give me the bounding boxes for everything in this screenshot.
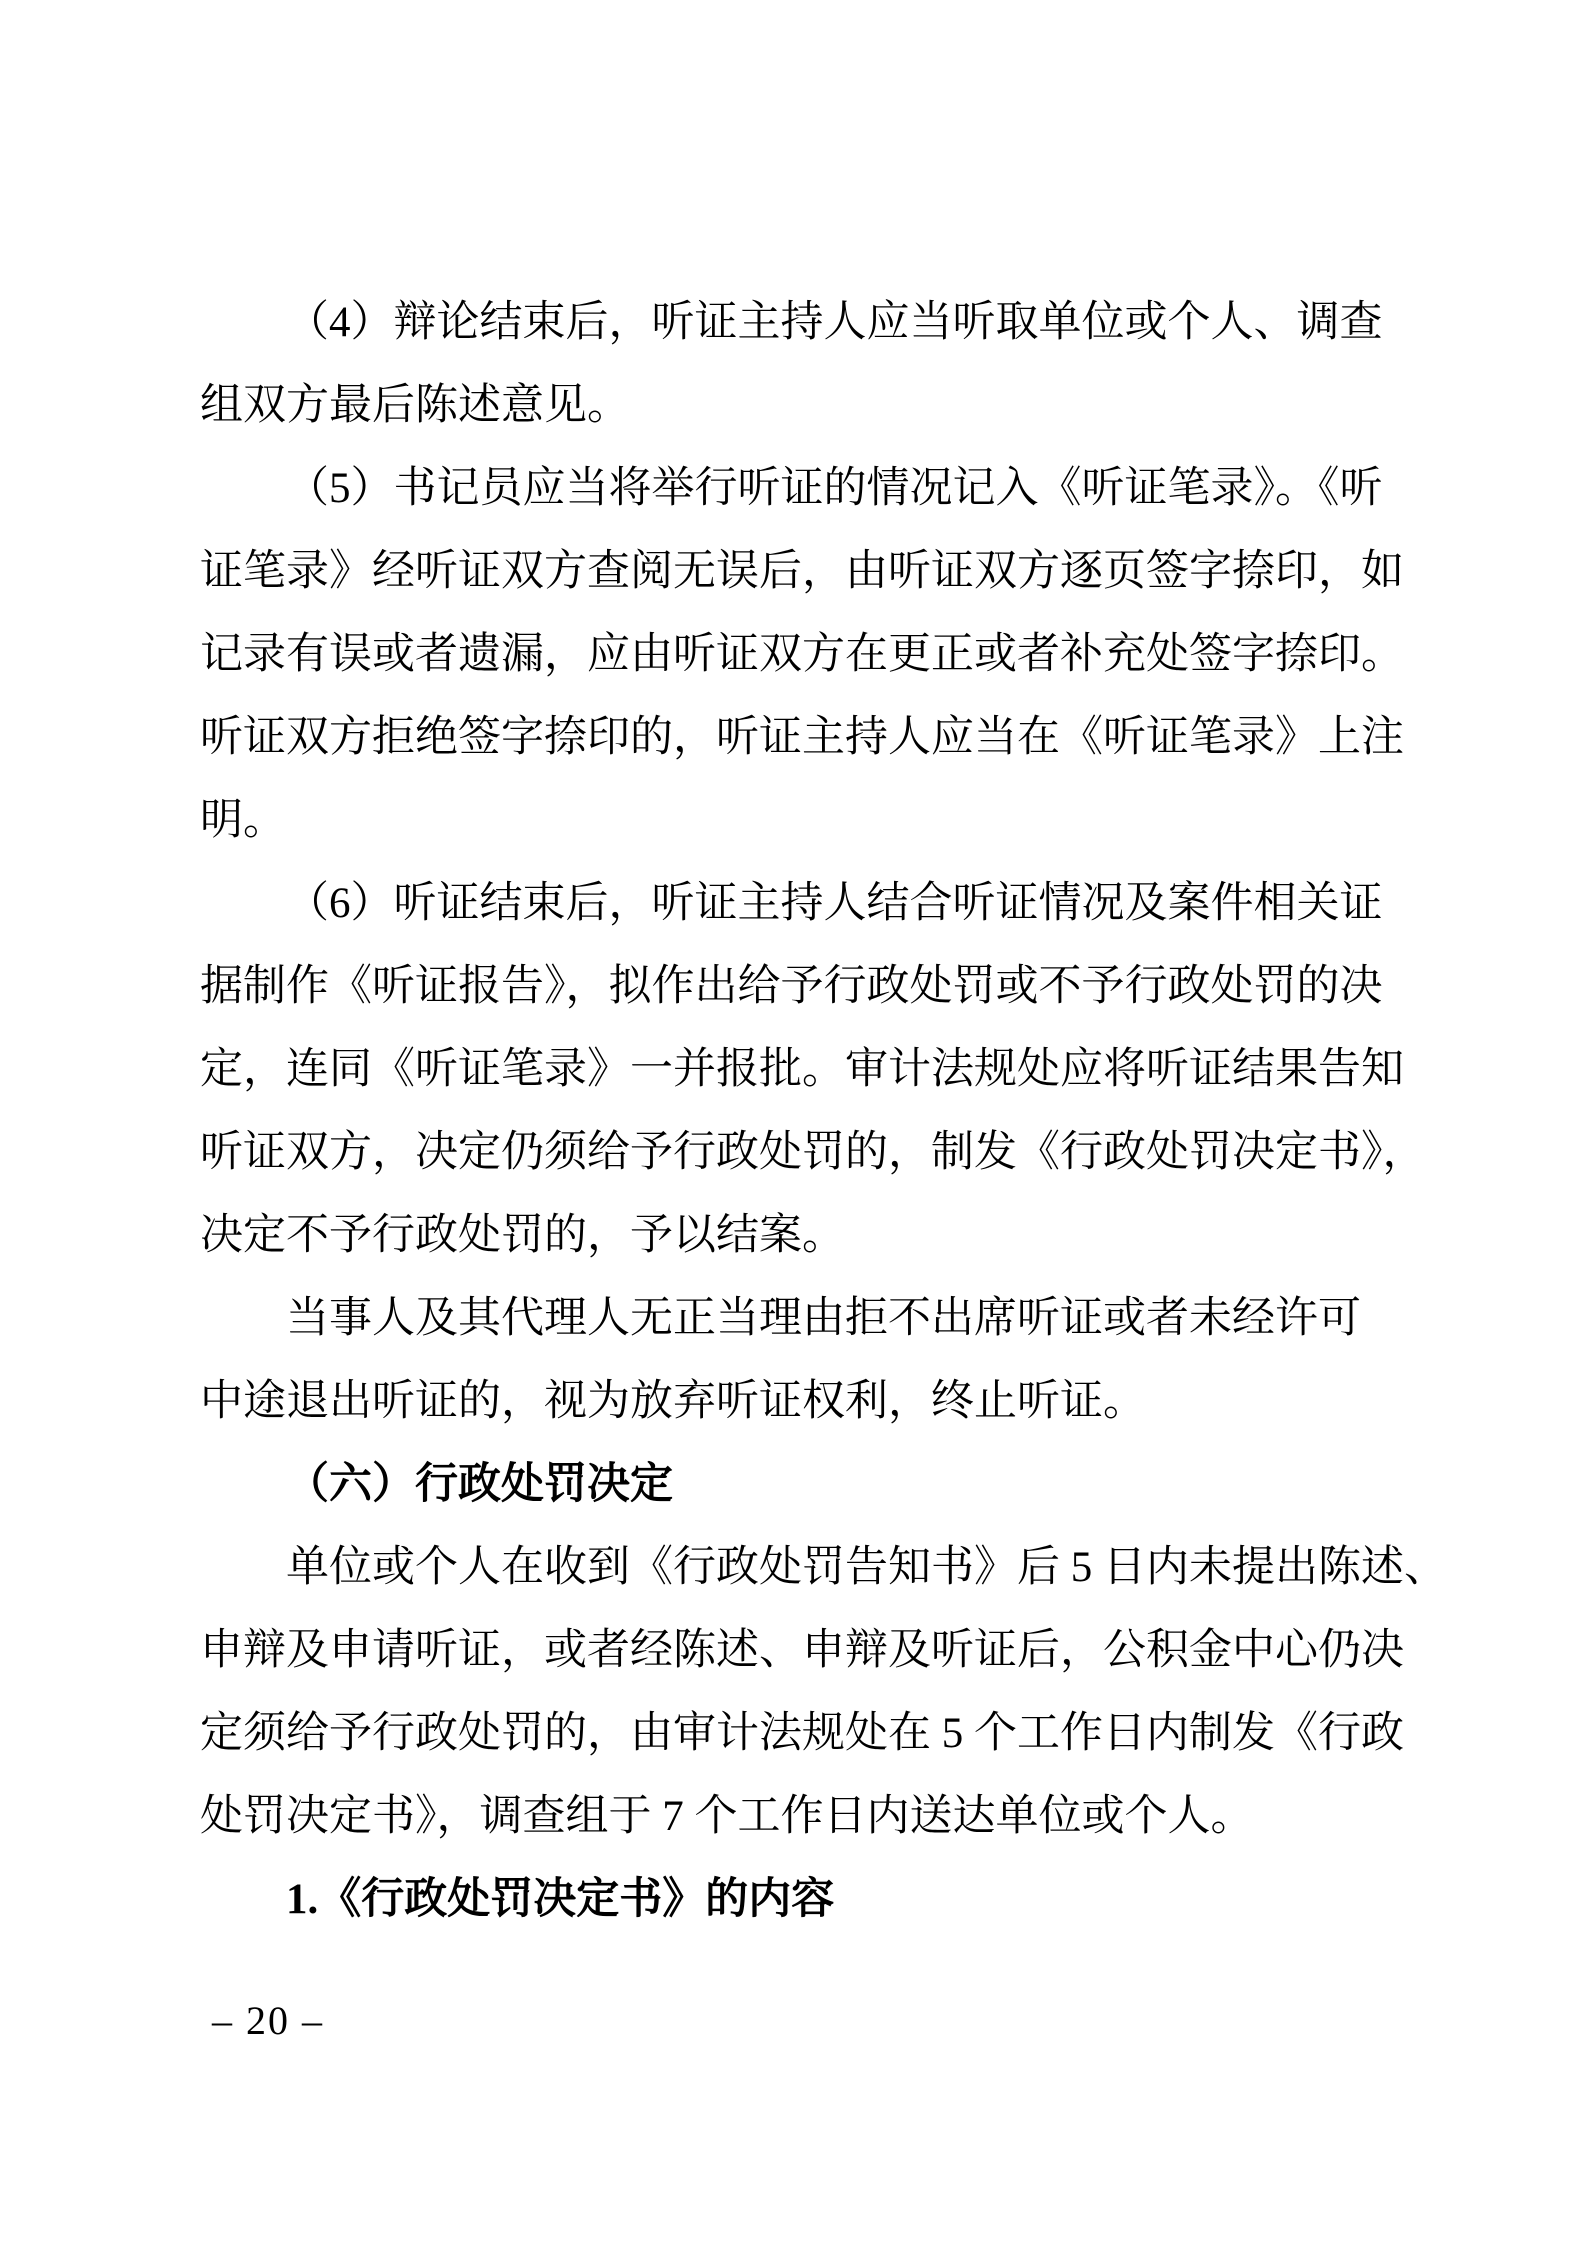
- paragraph-line: 明。: [200, 797, 286, 844]
- paragraph-line: 定须给予行政处罚的，由审计法规处在 5 个工作日内制发《行政: [200, 1710, 1404, 1757]
- paragraph-line: 证笔录》经听证双方查阅无误后，由听证双方逐页签字捺印，如: [200, 548, 1404, 595]
- paragraph-line: 定，连同《听证笔录》一并报批。审计法规处应将听证结果告知: [200, 1046, 1404, 1093]
- paragraph-line: 单位或个人在收到《行政处罚告知书》后 5 日内未提出陈述、: [286, 1544, 1447, 1591]
- paragraph-line: （4）辩论结束后，听证主持人应当听取单位或个人、调查: [286, 299, 1383, 346]
- paragraph-line: 中途退出听证的，视为放弃听证权利，终止听证。: [200, 1378, 1146, 1425]
- paragraph-line: 据制作《听证报告》，拟作出给予行政处罚或不予行政处罚的决: [200, 963, 1383, 1010]
- paragraph-line: 处罚决定书》，调查组于 7 个工作日内送达单位或个人。: [200, 1793, 1254, 1840]
- paragraph-line: 当事人及其代理人无正当理由拒不出席听证或者未经许可: [286, 1295, 1361, 1342]
- paragraph-line: 听证双方拒绝签字捺印的，听证主持人应当在《听证笔录》上注: [200, 714, 1404, 761]
- section-heading: （六）行政处罚决定: [286, 1461, 673, 1508]
- paragraph-line: 听证双方，决定仍须给予行政处罚的，制发《行政处罚决定书》，: [200, 1129, 1426, 1176]
- paragraph-line: （6）听证结束后，听证主持人结合听证情况及案件相关证: [286, 880, 1383, 927]
- paragraph-line: 申辩及申请听证，或者经陈述、申辩及听证后，公积金中心仍决: [200, 1627, 1404, 1674]
- paragraph-line: 组双方最后陈述意见。: [200, 382, 630, 429]
- document-body: [200, 281, 1447, 1941]
- page-number: – 20 –: [212, 1998, 324, 2043]
- paragraph-line: 决定不予行政处罚的，予以结案。: [200, 1212, 845, 1259]
- numbered-heading: 1.《行政处罚决定书》的内容: [286, 1876, 835, 1923]
- paragraph-line: 记录有误或者遗漏，应由听证双方在更正或者补充处签字捺印。: [200, 631, 1404, 678]
- paragraph-line: （5）书记员应当将举行听证的情况记入《听证笔录》。《听: [286, 465, 1383, 512]
